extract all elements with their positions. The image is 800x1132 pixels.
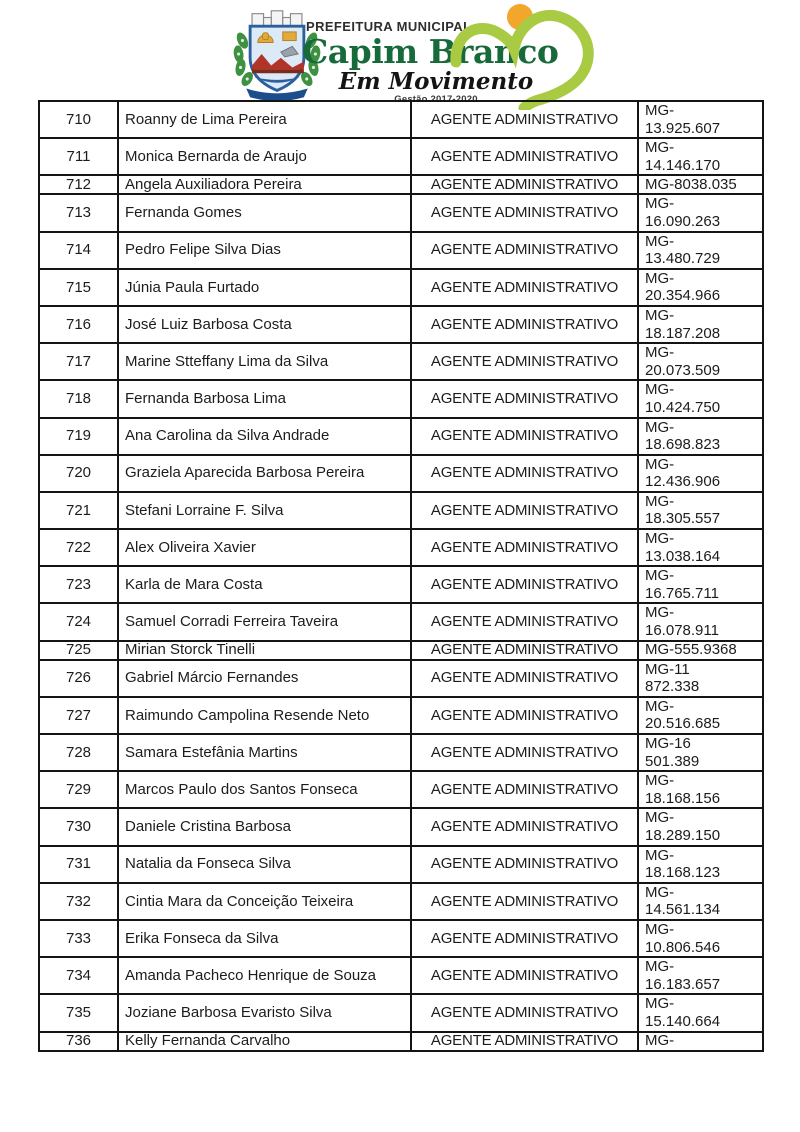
registration-line1: MG-16 (645, 735, 691, 752)
position-cell: AGENTE ADMINISTRATIVO (411, 492, 638, 529)
row-number-cell: 729 (39, 771, 118, 808)
position-cell: AGENTE ADMINISTRATIVO (411, 697, 638, 734)
position-cell: AGENTE ADMINISTRATIVO (411, 101, 638, 138)
table-row (39, 232, 763, 269)
employee-name-cell: Daniele Cristina Barbosa (118, 808, 411, 845)
municipality-name: Capim Branco (302, 32, 559, 71)
registration-line1: MG- (645, 995, 675, 1013)
table-row (39, 660, 763, 697)
registration-line2: 12.436.906 (645, 473, 721, 491)
registration-line2: 14.561.134 (645, 901, 721, 919)
registration-line2: 15.140.664 (645, 1012, 721, 1030)
table-row (39, 846, 763, 883)
table-row (39, 418, 763, 455)
registration-cell (638, 529, 763, 566)
registration-line2: 872.338 (645, 678, 700, 696)
position-cell: AGENTE ADMINISTRATIVO (411, 566, 638, 603)
registration-cell (638, 734, 763, 771)
position-cell: AGENTE ADMINISTRATIVO (411, 957, 638, 994)
table-row (39, 603, 763, 640)
registration-line1: MG- (645, 809, 675, 827)
registration-line2: 18.168.156 (645, 789, 721, 807)
registration-line1: MG- (645, 1032, 675, 1050)
registration-line2: 501.389 (645, 752, 700, 770)
table-row (39, 1032, 763, 1051)
registration-line2: 18.187.208 (645, 324, 721, 342)
table-row (39, 957, 763, 994)
registration-cell (638, 1032, 763, 1051)
table-row (39, 343, 763, 380)
registration-line2: 18.168.123 (645, 864, 721, 882)
employee-name-cell: Marine Stteffany Lima da Silva (118, 343, 411, 380)
employee-name-cell: Roanny de Lima Pereira (118, 101, 411, 138)
registration-line2: 10.424.750 (645, 398, 721, 416)
row-number-cell: 717 (39, 343, 118, 380)
position-cell: AGENTE ADMINISTRATIVO (411, 846, 638, 883)
registration-cell (638, 306, 763, 343)
position-cell: AGENTE ADMINISTRATIVO (411, 380, 638, 417)
row-number-cell: 714 (39, 232, 118, 269)
employee-name-cell: Ana Carolina da Silva Andrade (118, 418, 411, 455)
table-row (39, 641, 763, 660)
registration-line2: 16.183.657 (645, 975, 721, 993)
position-cell: AGENTE ADMINISTRATIVO (411, 529, 638, 566)
row-number-cell: 716 (39, 306, 118, 343)
table-row (39, 269, 763, 306)
registration-line1: MG- (645, 306, 675, 324)
registration-line1: MG- (645, 920, 675, 938)
table-row (39, 455, 763, 492)
position-cell: AGENTE ADMINISTRATIVO (411, 269, 638, 306)
employee-name-cell: Graziela Aparecida Barbosa Pereira (118, 455, 411, 492)
position-cell: AGENTE ADMINISTRATIVO (411, 641, 638, 660)
registration-line1: MG-555.9368 (645, 641, 737, 659)
table-row (39, 808, 763, 845)
table-row (39, 380, 763, 417)
table-row (39, 492, 763, 529)
registration-line2: 10.806.546 (645, 938, 721, 956)
row-number-cell: 718 (39, 380, 118, 417)
registration-line1: MG- (645, 381, 675, 399)
registration-cell (638, 957, 763, 994)
registration-cell (638, 492, 763, 529)
registration-cell (638, 603, 763, 640)
registration-cell (638, 138, 763, 175)
table-row (39, 697, 763, 734)
registration-line2: 18.305.557 (645, 510, 721, 528)
registration-line1: MG- (645, 697, 675, 715)
row-number-cell: 733 (39, 920, 118, 957)
employee-name-cell: Natalia da Fonseca Silva (118, 846, 411, 883)
row-number-cell: 724 (39, 603, 118, 640)
registration-line1: MG- (645, 772, 675, 790)
registration-line2: 20.073.509 (645, 361, 721, 379)
employee-name-cell: Joziane Barbosa Evaristo Silva (118, 994, 411, 1031)
registration-line1: MG- (645, 883, 675, 901)
registration-cell (638, 269, 763, 306)
registration-cell (638, 771, 763, 808)
row-number-cell: 727 (39, 697, 118, 734)
row-number-cell: 720 (39, 455, 118, 492)
position-cell: AGENTE ADMINISTRATIVO (411, 232, 638, 269)
employee-name-cell: Júnia Paula Furtado (118, 269, 411, 306)
registration-cell (638, 883, 763, 920)
registration-line1: MG- (645, 492, 675, 510)
registration-line2: 16.765.711 (645, 584, 719, 602)
registration-line1: MG- (645, 455, 675, 473)
registration-line1: MG- (645, 418, 675, 436)
position-cell: AGENTE ADMINISTRATIVO (411, 771, 638, 808)
row-number-cell: 732 (39, 883, 118, 920)
table-row (39, 920, 763, 957)
employee-name-cell: Erika Fonseca da Silva (118, 920, 411, 957)
registration-line1: MG- (645, 567, 675, 585)
table-row (39, 529, 763, 566)
employee-name-cell: Kelly Fernanda Carvalho (118, 1032, 411, 1051)
registration-cell (638, 994, 763, 1031)
position-cell: AGENTE ADMINISTRATIVO (411, 994, 638, 1031)
row-number-cell: 715 (39, 269, 118, 306)
row-number-cell: 725 (39, 641, 118, 660)
row-number-cell: 730 (39, 808, 118, 845)
row-number-cell: 723 (39, 566, 118, 603)
table-row (39, 566, 763, 603)
row-number-cell: 736 (39, 1032, 118, 1051)
table-row (39, 101, 763, 138)
position-cell: AGENTE ADMINISTRATIVO (411, 455, 638, 492)
registration-cell (638, 343, 763, 380)
row-number-cell: 726 (39, 660, 118, 697)
employee-name-cell: Fernanda Gomes (118, 194, 411, 231)
registration-line2: 13.480.729 (645, 250, 721, 268)
registration-cell (638, 660, 763, 697)
position-cell: AGENTE ADMINISTRATIVO (411, 194, 638, 231)
registration-line1: MG-8038.035 (645, 176, 737, 194)
registration-line1: MG- (645, 344, 675, 362)
registration-line2: 20.516.685 (645, 715, 721, 733)
position-cell: AGENTE ADMINISTRATIVO (411, 603, 638, 640)
employee-name-cell: Karla de Mara Costa (118, 566, 411, 603)
employee-name-cell: Samuel Corradi Ferreira Taveira (118, 603, 411, 640)
row-number-cell: 710 (39, 101, 118, 138)
registration-line1: MG- (645, 604, 675, 622)
registration-line1: MG-11 (645, 660, 690, 678)
employee-name-cell: Stefani Lorraine F. Silva (118, 492, 411, 529)
registration-line2: 20.354.966 (645, 287, 721, 305)
employee-name-cell: Fernanda Barbosa Lima (118, 380, 411, 417)
row-number-cell: 728 (39, 734, 118, 771)
registration-line1: MG- (645, 139, 675, 157)
table-row (39, 138, 763, 175)
table-row (39, 771, 763, 808)
employee-name-cell: Amanda Pacheco Henrique de Souza (118, 957, 411, 994)
position-cell: AGENTE ADMINISTRATIVO (411, 138, 638, 175)
registration-cell (638, 808, 763, 845)
employee-roster-table (38, 100, 764, 1052)
table-row (39, 994, 763, 1031)
registration-line1: MG- (645, 958, 675, 976)
row-number-cell: 722 (39, 529, 118, 566)
employee-name-cell: Pedro Felipe Silva Dias (118, 232, 411, 269)
row-number-cell: 721 (39, 492, 118, 529)
table-row (39, 734, 763, 771)
registration-line2: 18.289.150 (645, 826, 721, 844)
registration-line1: MG- (645, 530, 675, 548)
registration-line2: 14.146.170 (645, 156, 721, 174)
position-cell: AGENTE ADMINISTRATIVO (411, 1032, 638, 1051)
registration-line1: MG- (645, 269, 675, 287)
row-number-cell: 734 (39, 957, 118, 994)
registration-cell (638, 232, 763, 269)
registration-cell (638, 846, 763, 883)
employee-name-cell: José Luiz Barbosa Costa (118, 306, 411, 343)
registration-line2: 13.925.607 (645, 119, 721, 137)
position-cell: AGENTE ADMINISTRATIVO (411, 306, 638, 343)
registration-cell (638, 418, 763, 455)
position-cell: AGENTE ADMINISTRATIVO (411, 734, 638, 771)
row-number-cell: 719 (39, 418, 118, 455)
registration-cell (638, 920, 763, 957)
position-cell: AGENTE ADMINISTRATIVO (411, 808, 638, 845)
table-row (39, 175, 763, 194)
position-cell: AGENTE ADMINISTRATIVO (411, 883, 638, 920)
employee-name-cell: Angela Auxiliadora Pereira (118, 175, 411, 194)
employee-name-cell: Alex Oliveira Xavier (118, 529, 411, 566)
registration-line1: MG- (645, 102, 675, 119)
row-number-cell: 735 (39, 994, 118, 1031)
registration-cell (638, 194, 763, 231)
employee-name-cell: Raimundo Campolina Resende Neto (118, 697, 411, 734)
employee-name-cell: Mirian Storck Tinelli (118, 641, 411, 660)
slogan-text: Em Movimento (338, 68, 534, 95)
registration-line1: MG- (645, 232, 675, 250)
registration-cell (638, 641, 763, 660)
employee-name-cell: Samara Estefânia Martins (118, 734, 411, 771)
registration-cell (638, 697, 763, 734)
position-cell: AGENTE ADMINISTRATIVO (411, 175, 638, 194)
employee-name-cell: Gabriel Márcio Fernandes (118, 660, 411, 697)
row-number-cell: 712 (39, 175, 118, 194)
registration-line2: 18.698.823 (645, 436, 721, 454)
position-cell: AGENTE ADMINISTRATIVO (411, 920, 638, 957)
employee-name-cell: Cintia Mara da Conceição Teixeira (118, 883, 411, 920)
registration-cell (638, 566, 763, 603)
registration-line1: MG- (645, 195, 675, 213)
administration-term: Gestão 2017-2020 (394, 94, 478, 105)
position-cell: AGENTE ADMINISTRATIVO (411, 660, 638, 697)
registration-cell (638, 455, 763, 492)
row-number-cell: 731 (39, 846, 118, 883)
registration-line2: 13.038.164 (645, 547, 721, 565)
letterhead (0, 0, 800, 105)
row-number-cell: 713 (39, 194, 118, 231)
employee-name-cell: Monica Bernarda de Araujo (118, 138, 411, 175)
row-number-cell: 711 (39, 138, 118, 175)
registration-cell (638, 380, 763, 417)
org-type-label: PREFEITURA MUNICIPAL (306, 19, 472, 34)
registration-cell (638, 175, 763, 194)
table-row (39, 883, 763, 920)
position-cell: AGENTE ADMINISTRATIVO (411, 418, 638, 455)
heart-leaf-swoosh-icon (448, 0, 598, 110)
table-row (39, 306, 763, 343)
registration-line2: 16.078.911 (645, 622, 719, 640)
table-row (39, 194, 763, 231)
registration-line1: MG- (645, 846, 675, 864)
registration-line2: 16.090.263 (645, 212, 721, 230)
employee-name-cell: Marcos Paulo dos Santos Fonseca (118, 771, 411, 808)
position-cell: AGENTE ADMINISTRATIVO (411, 343, 638, 380)
registration-cell (638, 101, 763, 138)
